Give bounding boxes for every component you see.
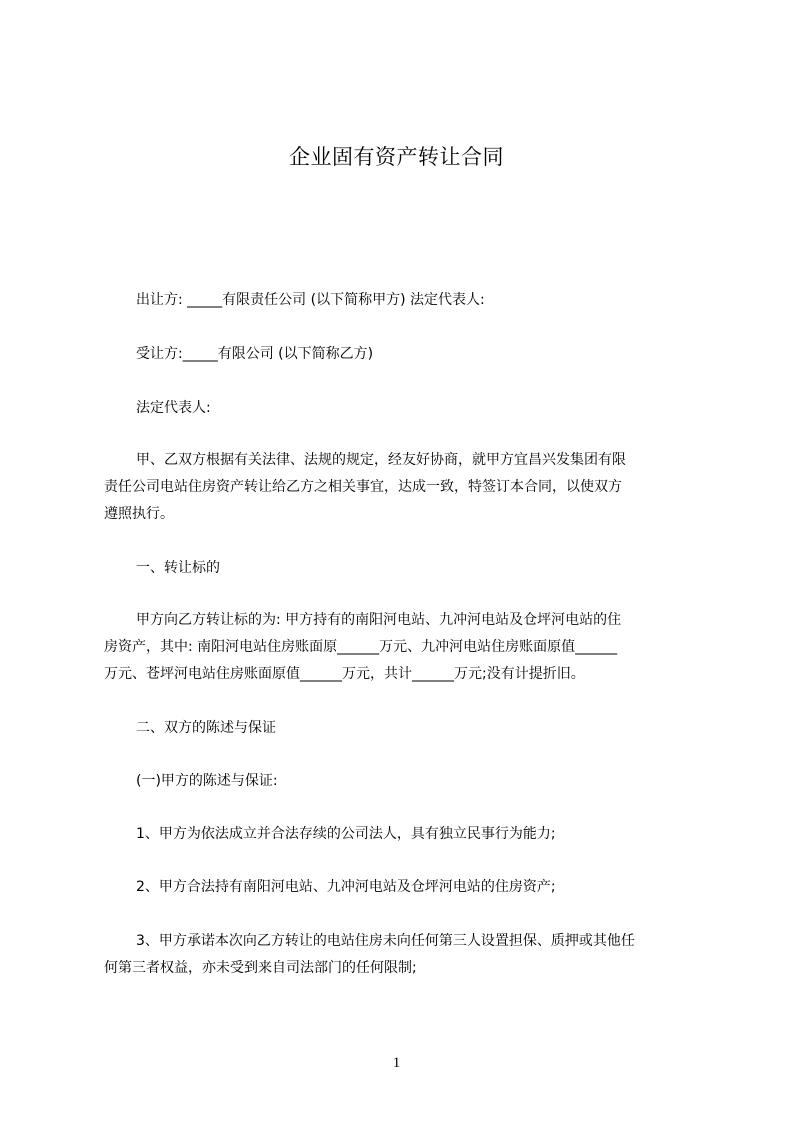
clause-item-text: 2、甲方合法持有南阳河电站、九冲河电站及仓坪河电站的住房资产; bbox=[136, 879, 556, 895]
transferee-line bbox=[104, 341, 700, 368]
transferor-line bbox=[104, 287, 700, 314]
section-1-heading-text: 一、转让标的 bbox=[136, 560, 220, 576]
preamble-line: 甲、乙双方根据有关法律、法规的规定，经友好协商，就甲方宜昌兴发集团有限 bbox=[136, 452, 626, 468]
preamble-line: 遵照执行。 bbox=[104, 506, 174, 522]
clause-item-2 bbox=[104, 874, 700, 901]
legal-representative-text: 法定代表人: bbox=[136, 400, 211, 416]
legal-representative-line bbox=[104, 395, 700, 422]
section-1-heading bbox=[104, 555, 700, 582]
section-1-body-line: 甲方向乙方转让标的为: 甲方持有的南阳河电站、九冲河电站及仓坪河电站的住 bbox=[136, 612, 622, 628]
section-1-body bbox=[104, 607, 700, 688]
preamble-paragraph bbox=[104, 447, 700, 528]
preamble-line: 责任公司电站住房资产转让给乙方之相关事宜，达成一致，特签订本合同，以使双方 bbox=[104, 479, 622, 495]
section-1-body-line: 房资产，其中: 南阳河电站住房账面原______万元、九冲河电站住房账面原值______ bbox=[104, 639, 618, 655]
transferor-text: 出让方: _____有限责任公司 (以下简称甲方) 法定代表人: bbox=[136, 292, 485, 308]
clause-item-text: 1、甲方为依法成立并合法存续的公司法人，具有独立民事行为能力; bbox=[136, 826, 556, 842]
section-2-heading bbox=[104, 715, 700, 742]
subsection-heading bbox=[104, 768, 700, 795]
document-title: 企业固有资产转让合同 bbox=[289, 145, 504, 169]
clause-item-text: 3、甲方承诺本次向乙方转让的电站住房未向任何第三人设置担保、质押或其他任 bbox=[136, 933, 635, 949]
page-number: 1 bbox=[392, 1055, 401, 1071]
clause-item-3 bbox=[104, 928, 700, 982]
subsection-heading-text: (一)甲方的陈述与保证: bbox=[136, 773, 278, 789]
clause-item-text: 何第三者权益，亦未受到来自司法部门的任何限制; bbox=[104, 960, 417, 976]
section-2-heading-text: 二、双方的陈述与保证 bbox=[136, 720, 276, 736]
clause-item-1 bbox=[104, 821, 700, 848]
section-1-body-line: 万元、苍坪河电站住房账面原值______万元，共计______万元;没有计提折旧。 bbox=[104, 666, 585, 682]
transferee-text: 受让方:_____有限公司 (以下简称乙方) bbox=[136, 346, 374, 362]
